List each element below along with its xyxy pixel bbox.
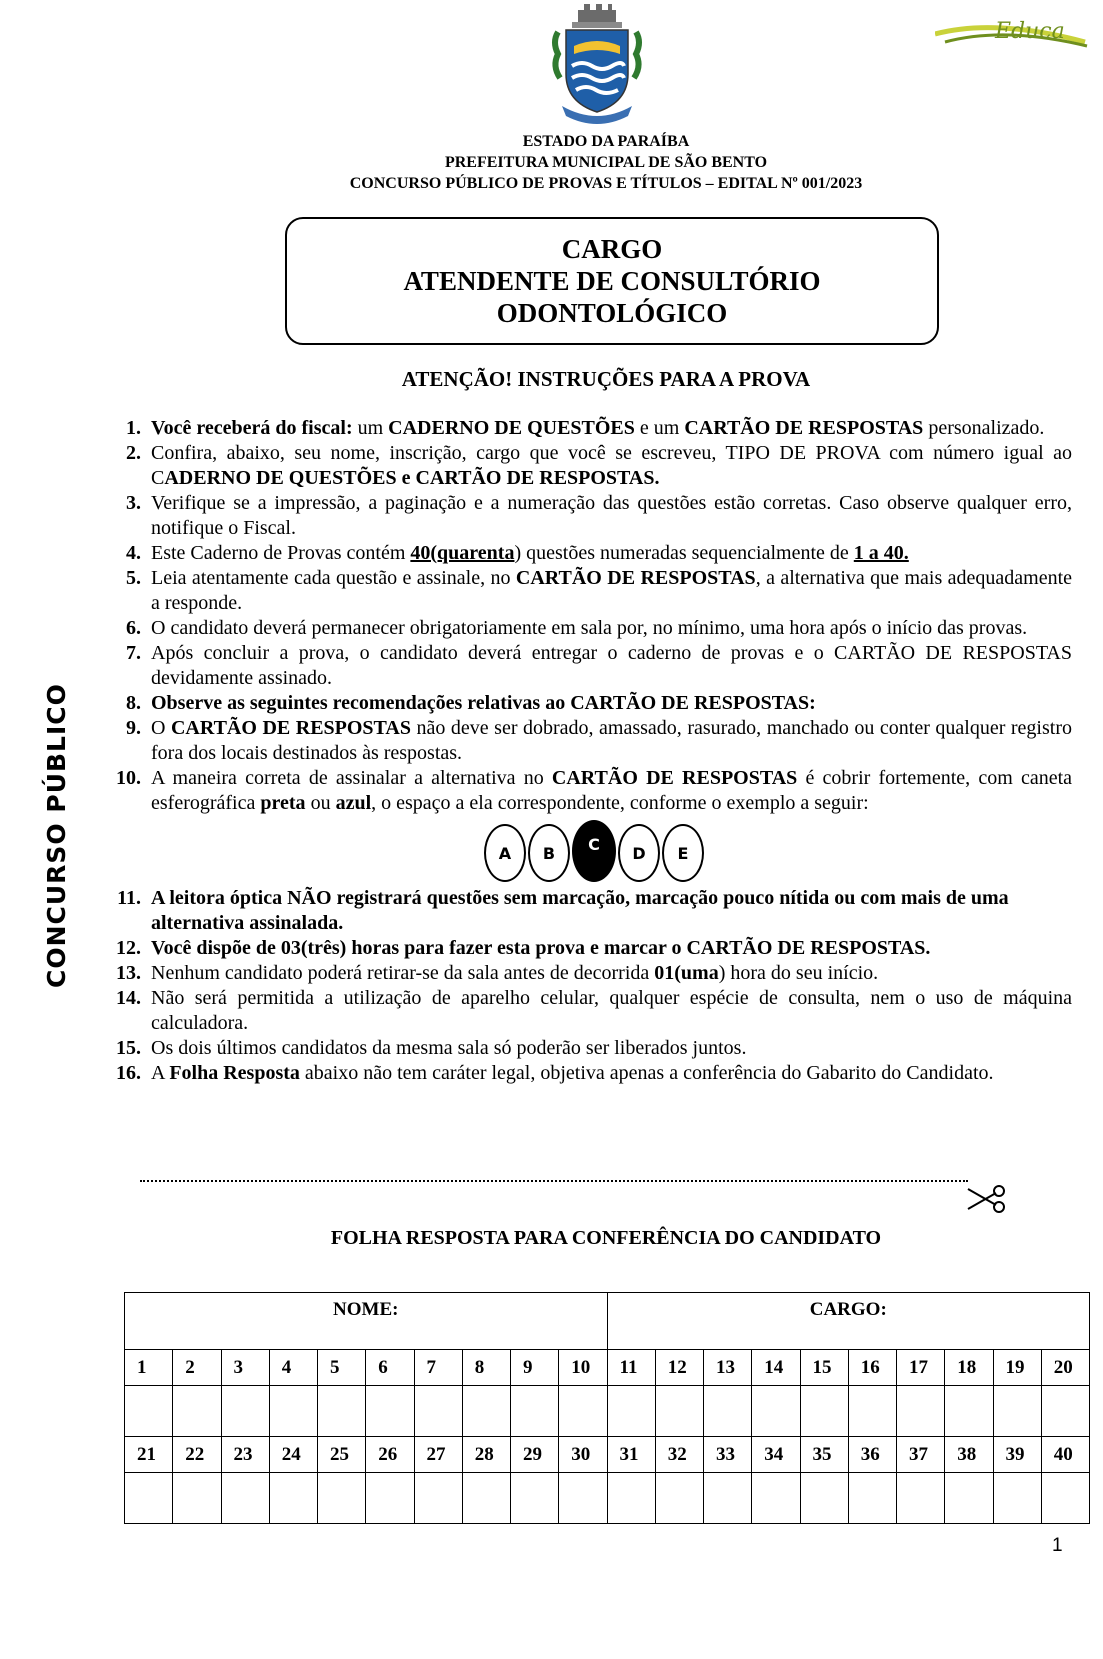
question-number-cell: 23 — [221, 1437, 269, 1473]
cargo-box — [285, 217, 939, 345]
instruction-item — [96, 1061, 1072, 1086]
instruction-number: 6. — [126, 617, 141, 639]
answer-cell[interactable] — [897, 1473, 945, 1524]
instruction-number: 16. — [116, 1062, 141, 1084]
answer-cell[interactable] — [945, 1386, 993, 1437]
instruction-text: A maneira correta de assinalar a alternativa no CARTÃO DE RESPOSTAS é cobrir fortemente, com caneta esferográfica preta ou azul, o espaço a ela correspondente, conforme o exemplo a seguir: — [151, 767, 1073, 814]
question-number-cell: 40 — [1041, 1437, 1089, 1473]
bubble-d: D — [618, 824, 660, 882]
answer-cell[interactable] — [221, 1386, 269, 1437]
answer-cell[interactable] — [318, 1386, 366, 1437]
instruction-item — [96, 716, 1072, 766]
answer-sheet-title: FOLHA RESPOSTA PARA CONFERÊNCIA DO CANDIDATO — [330, 1227, 882, 1249]
answer-cell[interactable] — [366, 1473, 414, 1524]
question-number-cell: 31 — [607, 1437, 655, 1473]
answer-cell[interactable] — [318, 1473, 366, 1524]
instruction-text: Leia atentamente cada questão e assinale, no CARTÃO DE RESPOSTAS, a alternativa que mais adequadamente a responde. — [151, 567, 1073, 614]
instruction-item — [96, 766, 1072, 816]
answer-cell[interactable] — [559, 1473, 607, 1524]
answer-cell[interactable] — [607, 1386, 655, 1437]
instruction-text: Você receberá do fiscal: um CADERNO DE QUESTÕES e um CARTÃO DE RESPOSTAS personalizado. — [151, 417, 1045, 439]
question-number-cell: 2 — [173, 1350, 221, 1386]
answer-cell[interactable] — [173, 1386, 221, 1437]
answer-cell[interactable] — [704, 1386, 752, 1437]
answer-cell[interactable] — [414, 1473, 462, 1524]
question-number-cell: 30 — [559, 1437, 607, 1473]
cargo-name-line1: ATENDENTE DE CONSULTÓRIO — [403, 266, 821, 296]
header-edital: CONCURSO PÚBLICO DE PROVAS E TÍTULOS – EDITAL Nº 001/2023 — [349, 175, 863, 192]
answer-cell[interactable] — [366, 1386, 414, 1437]
instruction-number: 7. — [126, 642, 141, 664]
instruction-number: 14. — [116, 987, 141, 1009]
question-number-cell: 16 — [848, 1350, 896, 1386]
bubble-b: B — [528, 824, 570, 882]
cargo-name-line2: ODONTOLÓGICO — [496, 298, 728, 328]
instruction-text: Observe as seguintes recomendações relativas ao CARTÃO DE RESPOSTAS: — [151, 692, 816, 714]
nome-field[interactable] — [125, 1293, 608, 1350]
instruction-number: 5. — [126, 567, 141, 589]
instruction-number: 15. — [116, 1037, 141, 1059]
question-number-cell: 15 — [800, 1350, 848, 1386]
question-number-cell: 34 — [752, 1437, 800, 1473]
cargo-field-label: CARGO: — [809, 1299, 887, 1320]
question-number-cell: 19 — [993, 1350, 1041, 1386]
instruction-number: 9. — [126, 717, 141, 739]
instruction-item — [96, 691, 1072, 716]
instruction-text: Não será permitida a utilização de aparelho celular, qualquer espécie de consulta, nem o uso de máquina calculadora. — [151, 987, 1072, 1034]
instruction-item — [96, 616, 1072, 641]
question-number-cell: 9 — [511, 1350, 559, 1386]
bubble-a: A — [484, 824, 526, 882]
answer-cell[interactable] — [655, 1473, 703, 1524]
question-number-cell: 10 — [559, 1350, 607, 1386]
answer-cell[interactable] — [269, 1386, 317, 1437]
instruction-number: 2. — [126, 442, 141, 464]
question-number-cell: 24 — [269, 1437, 317, 1473]
bubble-e: E — [662, 824, 704, 882]
answer-cell[interactable] — [848, 1473, 896, 1524]
vertical-side-label: CONCURSO PÚBLICO — [42, 683, 71, 988]
instruction-item — [96, 441, 1072, 491]
cargo-field[interactable] — [607, 1293, 1090, 1350]
header-city-hall: PREFEITURA MUNICIPAL DE SÃO BENTO — [444, 154, 768, 171]
municipal-crest-icon — [548, 2, 646, 126]
instruction-item — [96, 1036, 1072, 1061]
instruction-number: 10. — [116, 767, 141, 789]
question-number-cell: 20 — [1041, 1350, 1089, 1386]
instruction-text: Os dois últimos candidatos da mesma sala só poderão ser liberados juntos. — [151, 1037, 747, 1059]
question-number-cell: 18 — [945, 1350, 993, 1386]
instruction-number: 8. — [126, 692, 141, 714]
answer-cell[interactable] — [559, 1386, 607, 1437]
bubble-c-filled: C — [572, 820, 616, 882]
instruction-text: O candidato deverá permanecer obrigatoriamente em sala por, no mínimo, uma hora após o início das provas. — [151, 617, 1028, 639]
question-number-cell: 8 — [462, 1350, 510, 1386]
educa-brand-text: Educa — [995, 19, 1065, 44]
question-number-cell: 33 — [704, 1437, 752, 1473]
instruction-text: Verifique se a impressão, a paginação e a numeração das questões estão corretas. Caso observe qualquer erro, notifique o Fiscal. — [151, 492, 1072, 539]
instruction-item — [96, 541, 1072, 566]
instruction-item — [96, 936, 1072, 961]
instruction-item — [96, 961, 1072, 986]
question-number-cell: 26 — [366, 1437, 414, 1473]
instruction-text: Você dispõe de 03(três) horas para fazer esta prova e marcar o CARTÃO DE RESPOSTAS. — [151, 937, 931, 959]
question-number-cell: 3 — [221, 1350, 269, 1386]
instructions-list — [96, 416, 1072, 1086]
answer-cell[interactable] — [414, 1386, 462, 1437]
question-number-cell: 12 — [655, 1350, 703, 1386]
answer-cell[interactable] — [173, 1473, 221, 1524]
answer-cell[interactable] — [511, 1386, 559, 1437]
question-number-cell: 4 — [269, 1350, 317, 1386]
answer-cell[interactable] — [993, 1473, 1041, 1524]
question-number-cell: 21 — [125, 1437, 173, 1473]
attention-title: ATENÇÃO! INSTRUÇÕES PARA A PROVA — [401, 367, 811, 391]
answer-cell[interactable] — [607, 1473, 655, 1524]
instruction-number: 13. — [116, 962, 141, 984]
question-number-cell: 17 — [897, 1350, 945, 1386]
page-number: 1 — [1052, 1535, 1063, 1556]
question-number-cell: 1 — [125, 1350, 173, 1386]
question-number-cell: 6 — [366, 1350, 414, 1386]
question-number-cell: 5 — [318, 1350, 366, 1386]
instruction-item — [96, 886, 1072, 936]
instruction-number: 4. — [126, 542, 141, 564]
instruction-item — [96, 416, 1072, 441]
instruction-item — [96, 641, 1072, 691]
scissors-icon — [966, 1181, 1006, 1217]
answer-cell[interactable] — [752, 1386, 800, 1437]
question-number-cell: 13 — [704, 1350, 752, 1386]
question-number-cell: 27 — [414, 1437, 462, 1473]
question-number-cell: 37 — [897, 1437, 945, 1473]
answer-sheet-table — [124, 1292, 1090, 1524]
institution-header — [240, 131, 972, 194]
question-number-cell: 39 — [993, 1437, 1041, 1473]
instruction-item — [96, 566, 1072, 616]
answer-cell[interactable] — [462, 1386, 510, 1437]
answer-cell[interactable] — [897, 1386, 945, 1437]
answer-bubble-example — [96, 824, 1072, 882]
answer-cell[interactable] — [221, 1473, 269, 1524]
instruction-number: 11. — [117, 887, 141, 909]
instruction-text: Confira, abaixo, seu nome, inscrição, cargo que você se escreveu, TIPO DE PROVA com número igual ao CADERNO DE QUESTÕES e CARTÃO DE RESPOSTAS. — [151, 442, 1072, 489]
answer-cell[interactable] — [704, 1473, 752, 1524]
answer-cell[interactable] — [125, 1473, 173, 1524]
answer-cell[interactable] — [1041, 1386, 1089, 1437]
instruction-text: Nenhum candidato poderá retirar-se da sala antes de decorrida 01(uma) hora do seu início. — [151, 962, 879, 984]
question-number-cell: 11 — [607, 1350, 655, 1386]
instruction-number: 12. — [116, 937, 141, 959]
question-number-cell: 38 — [945, 1437, 993, 1473]
answer-cell[interactable] — [945, 1473, 993, 1524]
answer-cell[interactable] — [800, 1473, 848, 1524]
question-number-cell: 29 — [511, 1437, 559, 1473]
header-state: ESTADO DA PARAÍBA — [522, 133, 690, 150]
question-number-cell: 28 — [462, 1437, 510, 1473]
instruction-number: 3. — [126, 492, 141, 514]
question-number-cell: 32 — [655, 1437, 703, 1473]
instruction-text: Após concluir a prova, o candidato deverá entregar o caderno de provas e o CARTÃO DE RESPOSTAS devidamente assinado. — [151, 642, 1072, 689]
question-number-cell: 35 — [800, 1437, 848, 1473]
instruction-text: Este Caderno de Provas contém 40(quarenta) questões numeradas sequencialmente de 1 a 40. — [151, 542, 909, 564]
answer-cell[interactable] — [752, 1473, 800, 1524]
answer-cell[interactable] — [462, 1473, 510, 1524]
cargo-label: CARGO — [561, 234, 663, 264]
instruction-number: 1. — [126, 417, 141, 439]
instruction-text: A Folha Resposta abaixo não tem caráter legal, objetiva apenas a conferência do Gabarito do Candidato. — [151, 1062, 994, 1084]
answer-cell[interactable] — [848, 1386, 896, 1437]
answer-cell[interactable] — [1041, 1473, 1089, 1524]
cut-line — [140, 1180, 968, 1182]
question-number-cell: 7 — [414, 1350, 462, 1386]
educa-logo — [935, 12, 1090, 58]
answer-cell[interactable] — [511, 1473, 559, 1524]
nome-label: NOME: — [333, 1299, 399, 1320]
instruction-item — [96, 491, 1072, 541]
instruction-text: A leitora óptica NÃO registrará questões sem marcação, marcação pouco nítida ou com mais de uma alternativa assinalada. — [151, 887, 1009, 934]
instruction-item — [96, 986, 1072, 1036]
instruction-text: O CARTÃO DE RESPOSTAS não deve ser dobrado, amassado, rasurado, manchado ou conter qualquer registro fora dos locais destinados às respostas. — [151, 717, 1072, 764]
answer-cell[interactable] — [269, 1473, 317, 1524]
answer-cell[interactable] — [800, 1386, 848, 1437]
question-number-cell: 25 — [318, 1437, 366, 1473]
answer-cell[interactable] — [655, 1386, 703, 1437]
answer-cell[interactable] — [993, 1386, 1041, 1437]
question-number-cell: 14 — [752, 1350, 800, 1386]
question-number-cell: 36 — [848, 1437, 896, 1473]
question-number-cell: 22 — [173, 1437, 221, 1473]
answer-cell[interactable] — [125, 1386, 173, 1437]
